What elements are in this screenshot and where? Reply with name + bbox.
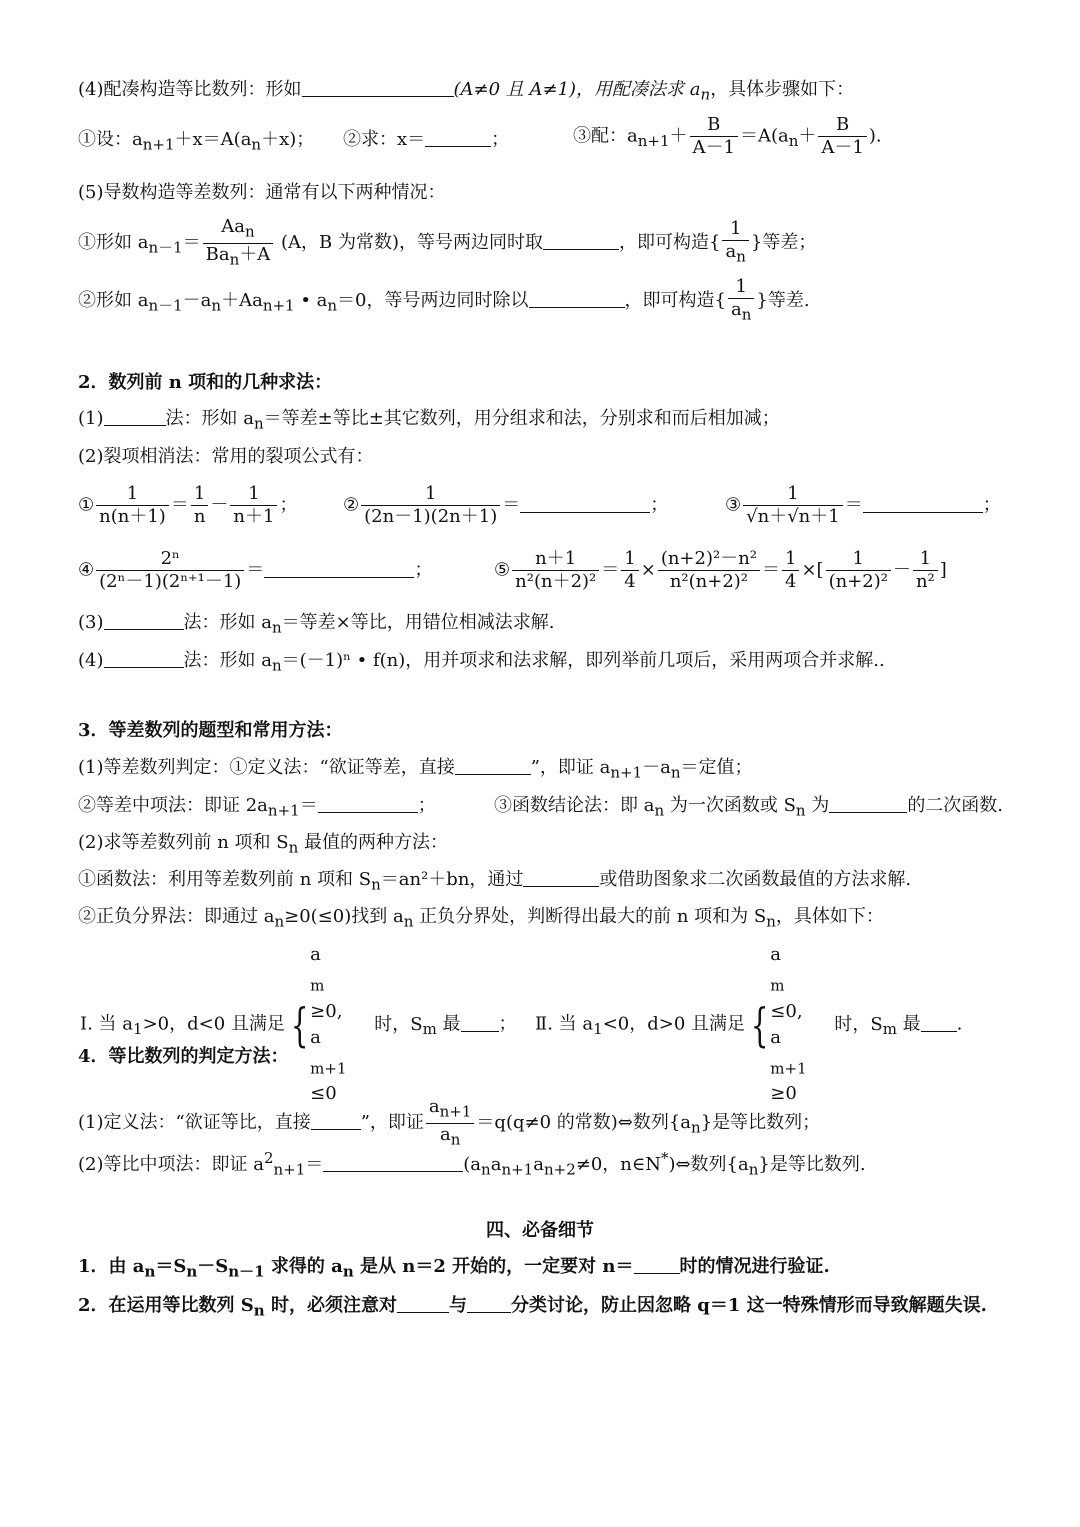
text: ； <box>650 494 669 516</box>
subscript: n－1 <box>228 1262 265 1281</box>
text: 法：形如 a <box>183 612 272 633</box>
text: ＝等差×等比，用错位相减法求解. <box>281 612 555 633</box>
text: a <box>770 1026 782 1048</box>
text: ＋x＝A(a <box>174 129 252 150</box>
text: a <box>730 299 742 320</box>
text: － <box>210 494 229 516</box>
text: 与 <box>448 1295 467 1316</box>
subscript: n <box>342 1262 354 1281</box>
fraction <box>818 114 866 159</box>
numerator: 1 <box>96 483 169 506</box>
text: Ⅰ. 当 a <box>80 1013 134 1035</box>
subscript: n <box>288 838 299 857</box>
s2-formula2 <box>343 483 668 528</box>
subscript: n <box>251 135 262 154</box>
subscript: n <box>327 296 338 315</box>
numerator: 1 <box>782 548 799 571</box>
text: ＝0，等号两边同时除以 <box>337 289 529 311</box>
text: ＝ <box>299 795 318 816</box>
text: (4)配凑构造等比数列：形如 <box>78 79 302 100</box>
subscript: n <box>229 250 240 269</box>
text: (2)求等差数列前 n 项和 S <box>78 832 289 853</box>
brace: { <box>750 997 769 1052</box>
s2-title: 2．数列前 n 项和的几种求法： <box>78 372 333 393</box>
s3-l5 <box>78 904 884 935</box>
blank <box>302 78 454 97</box>
text: ③函数结论法：即 a <box>494 795 655 816</box>
denominator <box>722 241 748 268</box>
blank <box>829 794 907 813</box>
fraction <box>690 114 738 159</box>
subscript: n+1 <box>610 763 643 782</box>
s2-l1 <box>78 406 780 437</box>
denominator: n²(n＋2)² <box>515 571 597 592</box>
text: ＋A <box>239 243 271 265</box>
denominator: n＋1 <box>233 506 275 527</box>
text: ≥0 <box>770 1083 797 1105</box>
subscript: n+1 <box>501 1160 534 1179</box>
denominator: A－1 <box>821 137 864 158</box>
s2-l3 <box>78 610 554 641</box>
subscript: n <box>450 1130 461 1149</box>
fraction <box>826 548 891 593</box>
numerator: 2ⁿ <box>96 548 244 571</box>
fraction <box>621 548 638 593</box>
text: ＋ <box>798 125 817 147</box>
text: 2．在运用等比数列 S <box>78 1295 254 1316</box>
s1-item4-line <box>78 77 854 108</box>
text: ①形如 a <box>78 232 149 254</box>
subscript: n <box>481 1160 491 1179</box>
text: (2)等比中项法：即证 a <box>78 1154 264 1175</box>
text: ”，即证 <box>360 1112 424 1134</box>
numerator <box>203 216 274 244</box>
text: 或借助图象求二次函数最值的方法求解. <box>599 869 912 890</box>
text: － <box>892 559 911 581</box>
text: ＋Aa <box>221 289 263 311</box>
text: (1) <box>78 408 104 429</box>
blank <box>921 1013 957 1032</box>
text: ≤0 <box>310 1083 337 1105</box>
text: ②求：x＝ <box>343 129 426 150</box>
text: ，具体步骤如下： <box>710 79 855 100</box>
subscript: m <box>770 976 785 995</box>
text: ＝ <box>762 559 781 581</box>
subscript: m+1 <box>310 1059 347 1078</box>
condition <box>310 1025 346 1108</box>
s2-formula3 <box>725 483 1001 528</box>
text: ＝ <box>502 494 521 516</box>
text: ③配：a <box>573 125 638 147</box>
text: >0，d<0 且满足 <box>142 1013 285 1035</box>
subscript: n+2 <box>543 1160 576 1179</box>
text: ＝等差±等比±其它数列，用分组求和法，分别求和而后相加减； <box>263 408 780 429</box>
s3-l3 <box>78 830 448 861</box>
subscript: n <box>271 656 282 675</box>
subscript: n <box>253 414 264 433</box>
denominator: 4 <box>785 571 797 592</box>
text: ； <box>982 494 1001 516</box>
fraction <box>743 483 843 528</box>
denominator: 4 <box>624 571 636 592</box>
text: <0，d>0 且满足 <box>602 1013 745 1035</box>
subscript: n <box>274 912 285 931</box>
denominator: A－1 <box>692 137 735 158</box>
text: Aa <box>221 216 246 237</box>
blank <box>104 407 166 426</box>
text: ≤0, <box>770 1000 803 1022</box>
fraction <box>96 548 244 593</box>
text: ②形如 a <box>78 289 149 311</box>
subscript: n+1 <box>267 801 300 820</box>
blank <box>104 649 184 668</box>
fraction <box>728 276 754 326</box>
text: (A≠0 且 A≠1)，用配凑法求 a <box>453 79 701 100</box>
text: )⇔数列{a <box>668 1154 749 1175</box>
s3-l2 <box>78 793 436 824</box>
fraction <box>203 216 274 270</box>
text: (3) <box>78 612 104 633</box>
s3-l4 <box>78 867 911 898</box>
fraction <box>913 548 938 593</box>
blank <box>634 1255 680 1274</box>
text: . <box>956 1013 963 1035</box>
text: ＝ <box>246 559 265 581</box>
text: ② <box>343 494 360 516</box>
numerator: 1 <box>230 483 277 506</box>
text: (4) <box>78 650 104 671</box>
blank <box>523 868 599 887</box>
fraction <box>230 483 277 528</box>
text: －a <box>182 289 212 311</box>
subscript: n <box>371 875 381 894</box>
text: Ⅱ. 当 a <box>535 1013 594 1035</box>
text: a <box>533 1154 544 1175</box>
subscript: n <box>245 222 255 241</box>
text: ”，即证 a <box>530 757 611 778</box>
fraction <box>722 218 748 268</box>
s3-case1 <box>80 942 517 1107</box>
denominator: (n+2)² <box>828 571 888 592</box>
text: 法：形如 a <box>165 408 254 429</box>
subscript: n <box>670 763 681 782</box>
subscript: n <box>788 132 799 151</box>
text: ③ <box>725 494 742 516</box>
text: (a <box>463 1154 482 1175</box>
subscript: 1 <box>133 1020 143 1039</box>
subscript: n <box>186 1262 198 1281</box>
subscript: n <box>691 1118 701 1137</box>
condition <box>770 1025 806 1108</box>
s1-item5-p1 <box>78 216 816 270</box>
text: 时，S <box>374 1013 423 1035</box>
text: ④ <box>78 559 95 581</box>
subscript: n <box>700 85 711 104</box>
text: }等差； <box>750 232 817 254</box>
blank <box>520 494 650 513</box>
fraction <box>96 483 169 528</box>
blank <box>397 1294 449 1313</box>
s3-l2-right <box>494 793 1003 824</box>
text: 为 <box>805 795 830 816</box>
numerator: 1 <box>743 483 843 506</box>
numerator: (n+2)²－n² <box>658 548 760 571</box>
s4-title: 4．等比数列的判定方法： <box>78 1046 289 1067</box>
blank <box>467 1294 511 1313</box>
text: ＝ <box>601 559 620 581</box>
denominator: (2ⁿ－1)(2ⁿ⁺¹－1) <box>99 571 242 592</box>
denominator: n(n＋1) <box>99 506 166 527</box>
denominator <box>203 244 274 271</box>
text: ②正负分界法：即通过 a <box>78 906 275 927</box>
s5-l2 <box>78 1293 987 1324</box>
text: × <box>640 559 656 581</box>
numerator: B <box>690 114 738 137</box>
blank <box>455 756 531 775</box>
superscript: * <box>660 1149 669 1167</box>
subscript: m+1 <box>770 1059 807 1078</box>
blank <box>264 559 414 578</box>
text: ，即可构造{ <box>624 289 726 311</box>
text: ； <box>414 559 433 581</box>
text: 为一次函数或 S <box>664 795 796 816</box>
s2-formula1 <box>78 483 297 528</box>
condition <box>770 942 806 1025</box>
text: ＋x)； <box>261 129 315 150</box>
text: 最值的两种方法： <box>298 832 448 853</box>
s2-l2: (2)裂项相消法：常用的裂项公式有： <box>78 446 374 467</box>
subscript: n <box>795 801 806 820</box>
s3-l1 <box>78 755 753 786</box>
blank <box>318 794 418 813</box>
numerator: n＋1 <box>512 548 599 571</box>
blank <box>425 128 491 147</box>
text: 正负分界处，判断得出最大的前 n 项和为 S <box>413 906 767 927</box>
text: ≥0, <box>310 1000 343 1022</box>
fraction <box>512 548 599 593</box>
text: a <box>310 1026 321 1048</box>
text: ； <box>279 494 298 516</box>
subscript: n+1 <box>439 1102 472 1121</box>
subscript: n <box>654 801 665 820</box>
text: 的二次函数. <box>907 795 1004 816</box>
text: ； <box>498 1013 517 1035</box>
numerator: 1 <box>722 218 748 241</box>
subscript: n <box>748 1160 759 1179</box>
fraction <box>426 1096 475 1150</box>
subscript: m <box>422 1020 437 1039</box>
superscript: 2 <box>263 1149 274 1167</box>
text: 时的情况进行验证. <box>679 1256 830 1277</box>
numerator: 1 <box>913 548 938 571</box>
text: －S <box>197 1256 229 1277</box>
subscript: m <box>882 1020 897 1039</box>
text: ＝q(q≠0 的常数)⇔数列{a <box>476 1112 692 1134</box>
text: ＝ <box>170 494 189 516</box>
text: a <box>310 944 321 965</box>
text: ≥0(≤0)找到 a <box>284 906 404 927</box>
text: }是等比数列. <box>758 1154 866 1175</box>
text: ≠0，n∈N <box>575 1154 661 1175</box>
text: 求得的 a <box>264 1256 343 1277</box>
subscript: n+1 <box>273 1160 306 1179</box>
text: 时，S <box>834 1013 883 1035</box>
text: ＝定值； <box>680 757 753 778</box>
subscript: n <box>144 1262 156 1281</box>
s5-l1 <box>78 1254 830 1285</box>
s3-title: 3．等差数列的题型和常用方法： <box>78 720 343 741</box>
s3-case2 <box>535 942 962 1107</box>
s4-l2 <box>78 1145 866 1183</box>
text: ②等差中项法：即证 2a <box>78 795 268 816</box>
text: ①函数法：利用等差数列前 n 项和 S <box>78 869 372 890</box>
subscript: n <box>736 247 746 266</box>
text: 1．由 a <box>78 1256 145 1277</box>
text: ； <box>491 129 510 150</box>
text: 分类讨论，防止因忽略 q＝1 这一特殊情形而导致解题失误. <box>510 1295 987 1316</box>
blank <box>461 1013 499 1032</box>
text: ] <box>939 559 947 581</box>
s1-item4-steps <box>78 127 314 158</box>
blank <box>311 1111 361 1130</box>
s1-item5-p2 <box>78 276 810 326</box>
numerator: 1 <box>191 483 209 506</box>
s2-l4 <box>78 648 885 679</box>
text: (1)等差数列判定：①定义法：“欲证等差，直接 <box>78 757 455 778</box>
numerator: 1 <box>826 548 891 571</box>
blank <box>543 231 619 250</box>
text: ＝(－1)ⁿ • f(n)，用并项求和法求解，即列举前几项后，采用两项合并求解.. <box>281 650 885 671</box>
text: ＝an²＋bn，通过 <box>380 869 524 890</box>
subscript: n <box>253 1301 265 1320</box>
subscript: n－1 <box>148 296 183 315</box>
text: (1)定义法：“欲证等比，直接 <box>78 1112 311 1134</box>
subscript: n+1 <box>142 135 175 154</box>
subscript: n <box>403 912 414 931</box>
text: 法：形如 a <box>183 650 272 671</box>
text: }是等比数列； <box>700 1112 821 1134</box>
fraction <box>782 548 799 593</box>
brace: { <box>290 997 309 1052</box>
s2-formula4 <box>78 548 432 593</box>
text: ，即可构造{ <box>619 232 721 254</box>
text: ①设：a <box>78 129 143 150</box>
numerator <box>426 1096 475 1124</box>
text: Ba <box>205 243 230 265</box>
text: 时，必须注意对 <box>264 1295 397 1316</box>
blank <box>104 611 184 630</box>
text: ＝ <box>305 1154 324 1175</box>
s4-l1 <box>78 1096 820 1150</box>
text: ＋ <box>669 125 688 147</box>
text: a <box>439 1123 451 1145</box>
text: ，具体如下： <box>775 906 884 927</box>
subscript: n－1 <box>148 238 183 257</box>
text: ＝A(a <box>739 125 789 147</box>
text: ＝ <box>182 232 201 254</box>
fraction <box>658 548 760 593</box>
blank <box>323 1153 463 1172</box>
s5-heading: 四、必备细节 <box>486 1220 594 1241</box>
numerator: 1 <box>728 276 754 299</box>
fraction <box>191 483 209 528</box>
conditions <box>310 942 346 1107</box>
s2-formula5 <box>494 548 947 593</box>
denominator: (2n－1)(2n＋1) <box>364 506 498 527</box>
blank <box>863 494 983 513</box>
subscript: n <box>271 618 282 637</box>
subscript: n <box>741 305 752 324</box>
conditions <box>770 942 806 1107</box>
text: 最 <box>896 1013 921 1035</box>
blank <box>529 289 625 308</box>
text: ＝ <box>844 494 863 516</box>
text: (A，B 为常数)，等号两边同时取 <box>275 232 544 254</box>
denominator: √n＋√n＋1 <box>746 506 840 527</box>
text: a <box>770 944 782 965</box>
text: a <box>490 1154 502 1175</box>
text: a <box>428 1096 440 1117</box>
subscript: n+1 <box>262 296 295 315</box>
subscript: n <box>766 912 776 931</box>
condition <box>310 942 346 1025</box>
fraction <box>361 483 500 528</box>
subscript: n+1 <box>637 132 670 151</box>
s1-item5-title: (5)导数构造等差数列：通常有以下两种情况： <box>78 182 446 203</box>
denominator: n²(n+2)² <box>669 571 749 592</box>
subscript: n <box>211 296 222 315</box>
text: ). <box>868 125 882 147</box>
text: 是从 n＝2 开始的，一定要对 n＝ <box>353 1256 634 1277</box>
s1-item4-step3 <box>573 114 882 159</box>
text: 最 <box>436 1013 461 1035</box>
text: a <box>725 241 737 263</box>
numerator: B <box>818 114 866 137</box>
text: ① <box>78 494 95 516</box>
denominator: n <box>193 506 206 527</box>
s1-item4-step2 <box>343 127 509 153</box>
text: • a <box>294 289 328 311</box>
text: ⑤ <box>494 559 511 581</box>
denominator <box>728 299 754 326</box>
text: ×[ <box>801 559 824 581</box>
text: ＝S <box>155 1256 187 1277</box>
subscript: 1 <box>593 1020 603 1039</box>
text: }等差. <box>756 289 810 311</box>
subscript: m <box>310 976 325 995</box>
text: －a <box>642 757 671 778</box>
numerator: 1 <box>621 548 638 571</box>
text: ； <box>417 795 436 816</box>
denominator: n² <box>915 571 935 592</box>
numerator: 1 <box>361 483 500 506</box>
